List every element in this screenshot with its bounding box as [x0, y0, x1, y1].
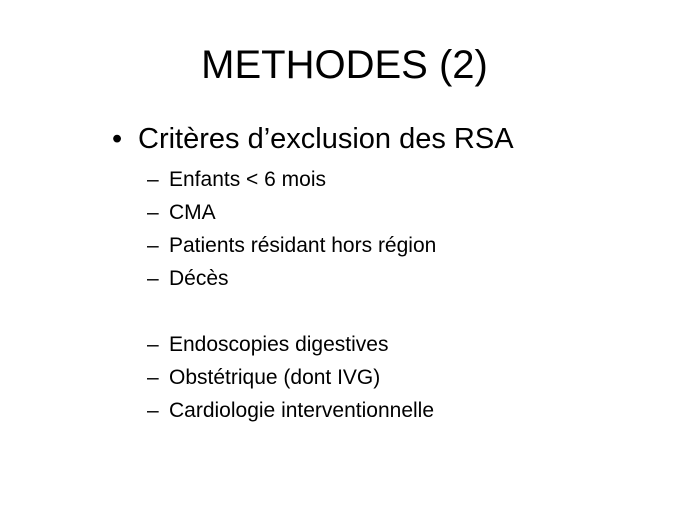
- list-item-text: Endoscopies digestives: [169, 333, 389, 356]
- exclusion-list-procedures: [147, 328, 434, 427]
- dash-marker: –: [147, 399, 159, 422]
- list-item-text: Cardiologie interventionnelle: [169, 399, 435, 422]
- list-item-text: Obstétrique (dont IVG): [169, 366, 381, 389]
- list-item: [147, 163, 436, 196]
- exclusion-list-patients: [147, 163, 436, 295]
- main-bullet: [112, 121, 514, 157]
- main-bullet-text: Critères d’exclusion des RSA: [138, 123, 514, 155]
- list-item: [147, 229, 436, 262]
- dash-marker: –: [147, 366, 159, 389]
- dash-marker: –: [147, 333, 159, 356]
- bullet-marker: •: [112, 123, 123, 155]
- list-item-text: Patients résidant hors région: [169, 234, 437, 257]
- list-item: [147, 262, 436, 295]
- dash-marker: –: [147, 168, 159, 191]
- dash-marker: –: [147, 234, 159, 257]
- list-item-text: Décès: [169, 267, 229, 290]
- list-item-text: Enfants < 6 mois: [169, 168, 326, 191]
- dash-marker: –: [147, 267, 159, 290]
- list-item-text: CMA: [169, 201, 216, 224]
- list-item: [147, 196, 436, 229]
- list-item: [147, 394, 434, 427]
- dash-marker: –: [147, 201, 159, 224]
- list-item: [147, 361, 434, 394]
- list-item: [147, 328, 434, 361]
- slide-title: METHODES (2): [201, 43, 488, 87]
